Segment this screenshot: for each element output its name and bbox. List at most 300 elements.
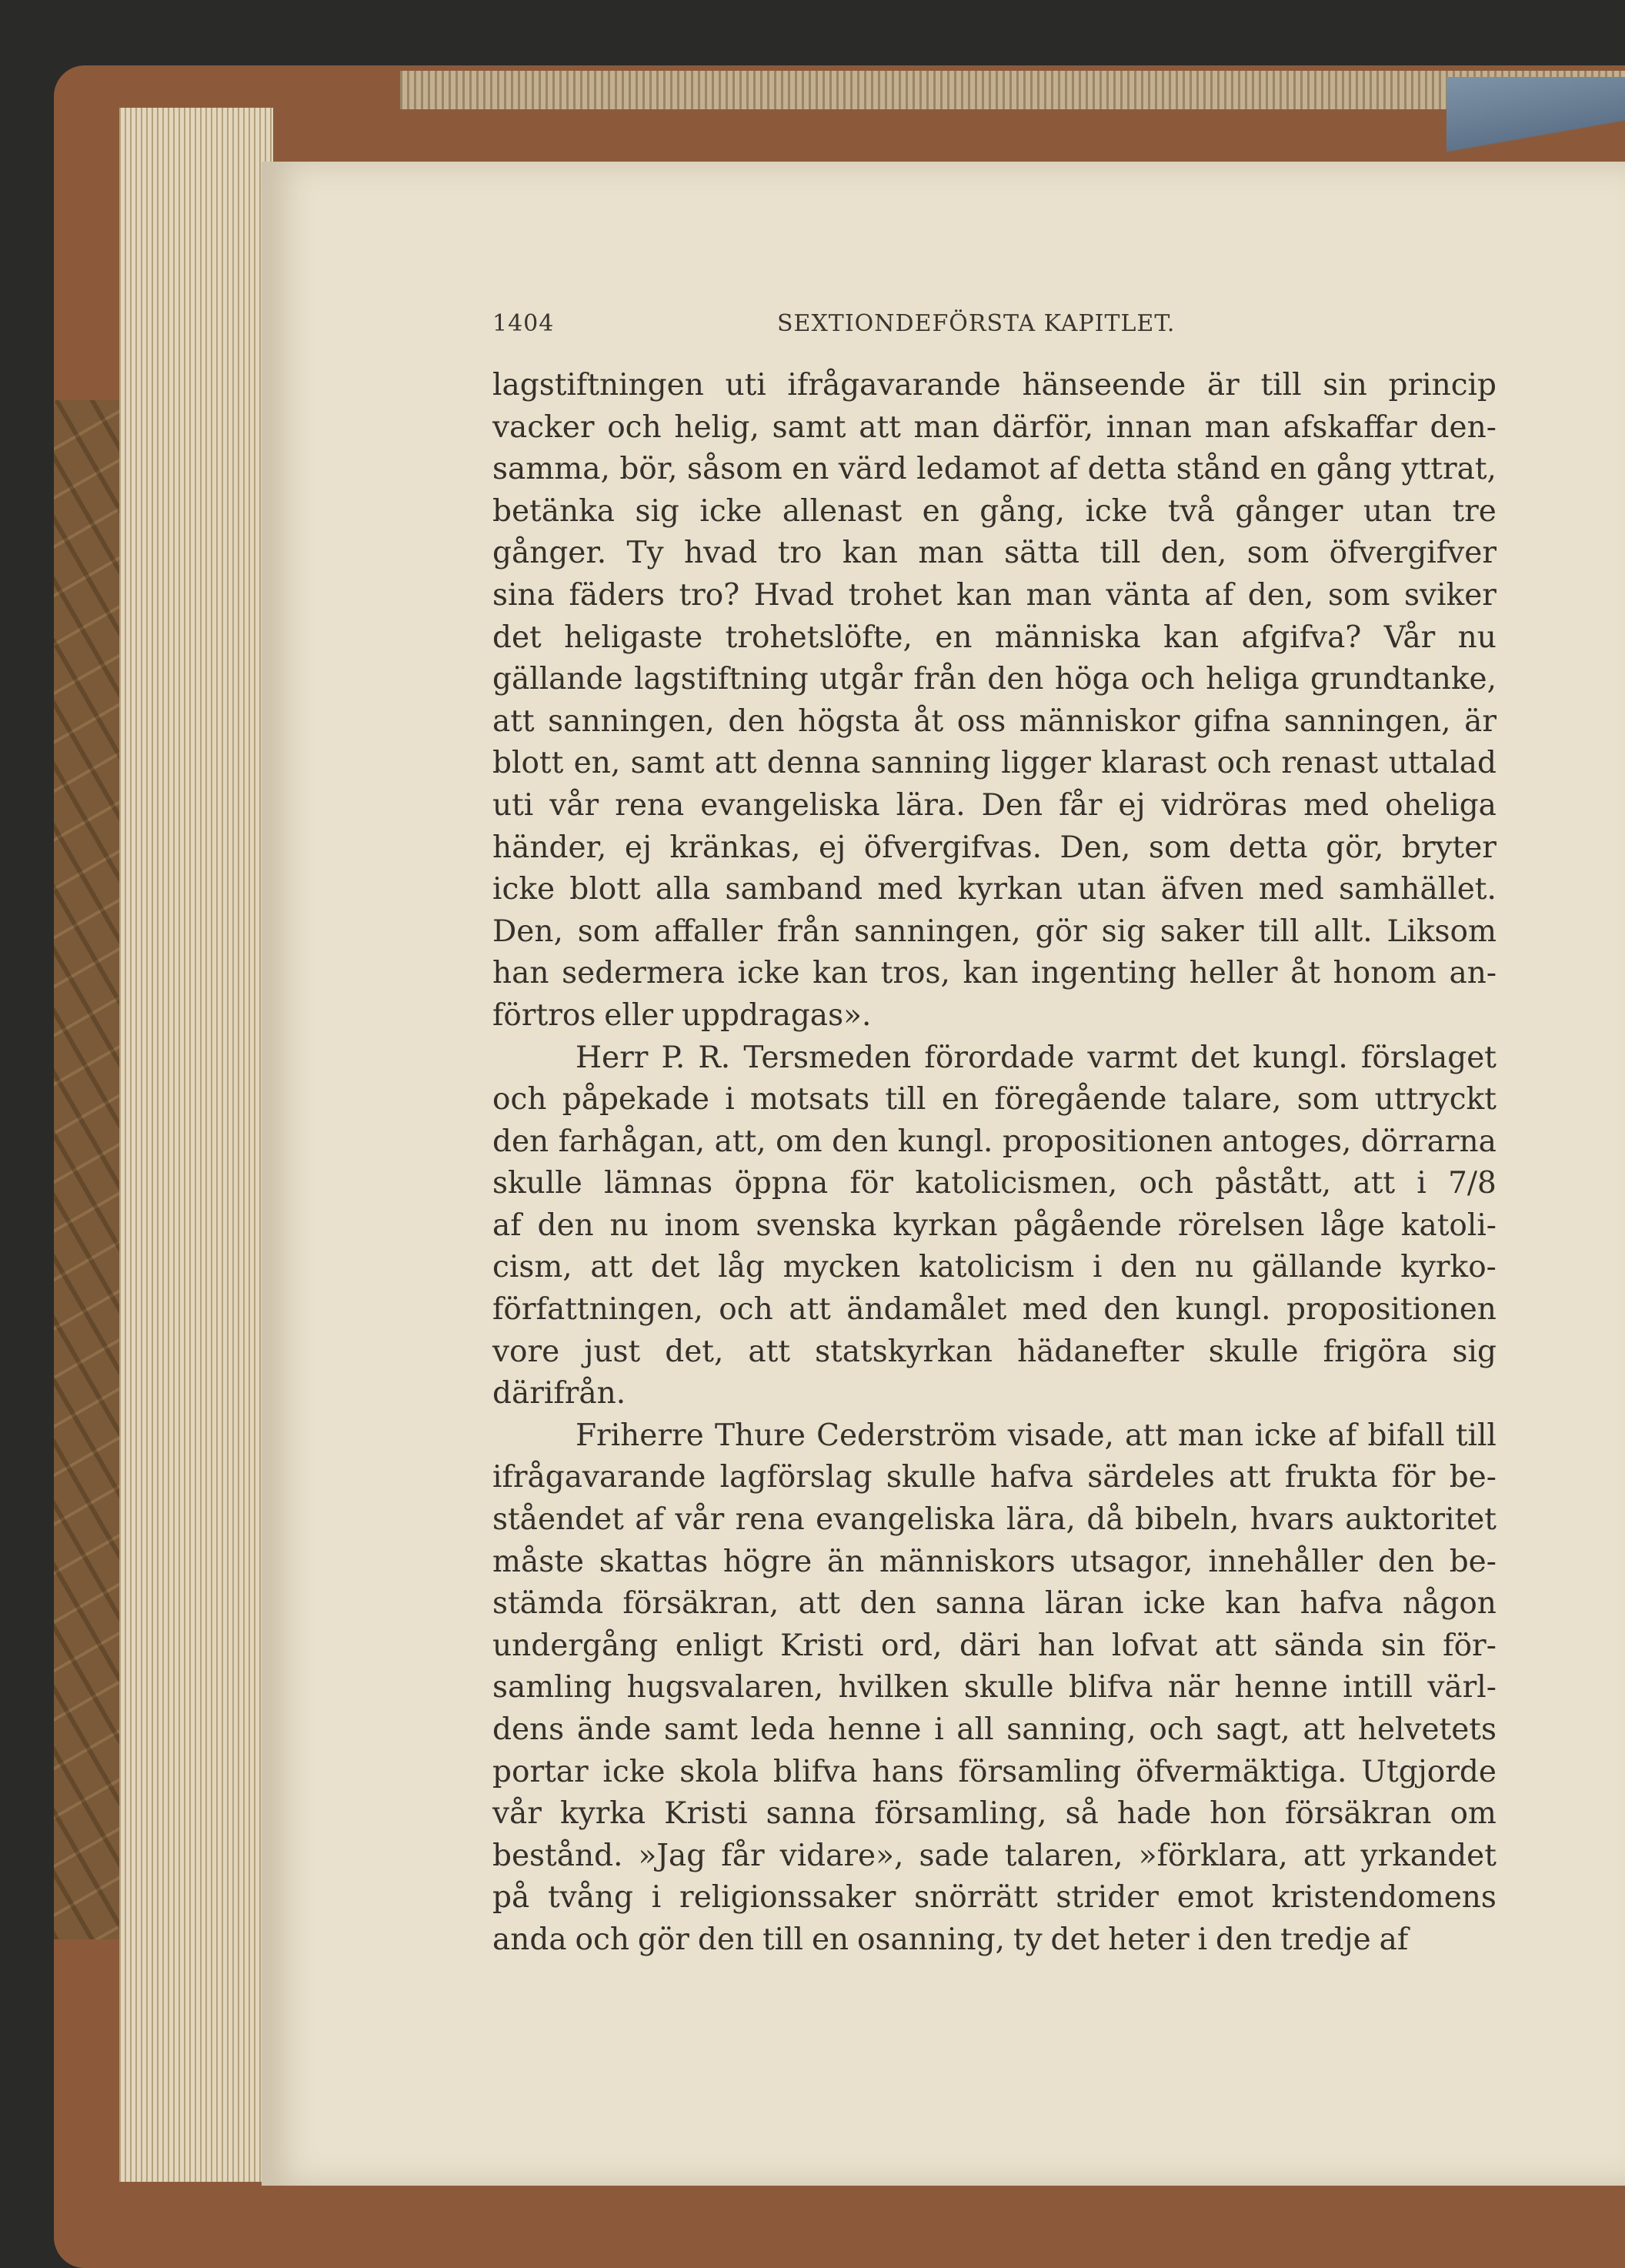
- word: i: [934, 1712, 944, 1747]
- word: frigöra: [1323, 1334, 1428, 1369]
- word: ifrågavarande: [787, 368, 1001, 402]
- word: tvång: [547, 1880, 634, 1916]
- text-line: [492, 1499, 1497, 1542]
- word: nu: [609, 1207, 649, 1243]
- word: en,: [573, 746, 621, 781]
- word: nu: [1195, 1250, 1234, 1285]
- word: betänka: [492, 493, 615, 529]
- word: öfvergifver: [1329, 536, 1497, 571]
- chapter-title: SEXTIONDEFÖRSTA KAPITLET.: [777, 310, 1176, 337]
- word: gång: [1316, 452, 1393, 487]
- word: och: [719, 1292, 773, 1328]
- word: förordade: [924, 1040, 1075, 1075]
- word: hvad: [683, 536, 758, 571]
- word: den: [492, 1124, 549, 1159]
- word: till: [762, 1922, 804, 1957]
- word: tros,: [880, 956, 950, 991]
- word: af: [1049, 452, 1079, 487]
- word: ej: [1118, 787, 1146, 823]
- word: icke: [492, 872, 556, 907]
- word: om: [1450, 1796, 1497, 1832]
- word: hafva: [1300, 1586, 1383, 1622]
- word: heller: [1189, 956, 1278, 991]
- word: att: [1125, 1418, 1167, 1453]
- word: församling: [958, 1754, 1122, 1789]
- word: kan: [1163, 620, 1220, 655]
- word: gånger: [1235, 493, 1343, 529]
- word: sanningen,: [854, 914, 1021, 949]
- word: att: [789, 1292, 831, 1328]
- word: detta: [1228, 830, 1308, 865]
- text-line: [492, 1415, 1497, 1458]
- word: sig: [1452, 1334, 1497, 1369]
- word: uti: [492, 787, 534, 823]
- word: för: [849, 1166, 894, 1201]
- word: det: [1050, 1922, 1100, 1957]
- word: hafva: [989, 1460, 1073, 1495]
- word: trohet: [848, 577, 943, 613]
- word: kan: [812, 956, 869, 991]
- word: låg: [718, 1250, 765, 1285]
- word: till: [1099, 536, 1141, 571]
- word: någon: [1402, 1586, 1497, 1622]
- word: auktoritet: [1345, 1502, 1497, 1538]
- word: det,: [665, 1334, 724, 1369]
- word: innan: [1106, 409, 1192, 445]
- word: är: [1206, 368, 1240, 402]
- word: lofvat: [1111, 1628, 1198, 1663]
- word: en: [792, 452, 829, 487]
- word: utgår: [819, 662, 903, 697]
- word: skulle: [1208, 1334, 1299, 1369]
- word: afgifva?: [1241, 620, 1362, 655]
- word: evangeliska: [700, 787, 880, 823]
- word: allenast: [782, 493, 903, 529]
- word: vidröras: [1161, 787, 1288, 823]
- word: att: [1353, 1166, 1396, 1201]
- word: uttryckt: [1374, 1082, 1497, 1117]
- text-line: [492, 365, 1497, 407]
- word: »Jag: [638, 1838, 706, 1873]
- word: att: [1303, 1838, 1346, 1873]
- word: katolicism: [918, 1250, 1075, 1285]
- word: vår: [675, 1502, 725, 1538]
- top-page-edges: [400, 71, 1625, 109]
- word: den: [987, 662, 1044, 697]
- word: af: [1204, 577, 1234, 613]
- word: måste: [492, 1544, 584, 1579]
- word: inom: [664, 1207, 740, 1243]
- word: Utgjorde: [1361, 1754, 1497, 1789]
- word: Thure: [714, 1418, 806, 1453]
- word: leda: [750, 1712, 816, 1747]
- word: blott: [569, 872, 641, 907]
- word: Friherre: [576, 1418, 704, 1453]
- word: icke: [737, 956, 800, 991]
- word: samt: [630, 746, 705, 781]
- word: ingenting: [1031, 956, 1177, 991]
- word: trohetslöfte,: [725, 620, 913, 655]
- text-line: [492, 1709, 1497, 1752]
- word: föregående: [994, 1082, 1167, 1117]
- word: högre: [722, 1544, 812, 1579]
- word: i: [725, 1082, 735, 1117]
- word: sagt,: [1216, 1712, 1290, 1747]
- text-line: [492, 1793, 1497, 1835]
- word: religionssaker: [679, 1880, 896, 1916]
- word: Vår: [1383, 620, 1436, 655]
- bookmark-ribbon: [1446, 77, 1625, 169]
- word: i: [1092, 1250, 1103, 1285]
- text-line: [492, 701, 1497, 743]
- word: människa: [994, 620, 1141, 655]
- word: den: [832, 1124, 889, 1159]
- word: henne: [1234, 1670, 1328, 1705]
- word: vår: [549, 787, 599, 823]
- word: sviker: [1404, 577, 1497, 613]
- word: gång,: [979, 493, 1065, 529]
- word: att,: [714, 1124, 766, 1159]
- word: helig,: [674, 409, 759, 445]
- word: sina: [492, 577, 555, 613]
- word: blifva: [772, 1754, 858, 1789]
- text-line: [492, 1205, 1497, 1248]
- word: ej: [819, 830, 846, 865]
- word: uttalad: [1388, 746, 1497, 781]
- word: saker: [1160, 914, 1244, 949]
- word: med: [1258, 872, 1324, 907]
- word: af: [635, 1502, 664, 1538]
- word: Herr: [576, 1040, 649, 1075]
- word: allt.: [1313, 914, 1373, 949]
- word: hädanefter: [1017, 1334, 1184, 1369]
- word: sända: [1273, 1628, 1364, 1663]
- word: den: [1120, 1250, 1177, 1285]
- word: hans: [872, 1754, 944, 1789]
- word: öppna: [734, 1166, 829, 1201]
- word: gifna: [1193, 703, 1271, 739]
- word: katolicismen,: [915, 1166, 1118, 1201]
- word: sig: [635, 493, 679, 529]
- word: Den: [981, 787, 1043, 823]
- word: därifrån.: [492, 1376, 626, 1411]
- word: förtros: [492, 997, 596, 1033]
- word: klarast: [1101, 746, 1207, 781]
- word: helvetets: [1357, 1712, 1497, 1747]
- word: icke: [1143, 1586, 1206, 1622]
- word: bibeln,: [1134, 1502, 1240, 1538]
- word: den,: [1247, 577, 1314, 613]
- word: två: [1167, 493, 1215, 529]
- word: hänseende: [1022, 368, 1186, 402]
- word: som: [1148, 830, 1211, 865]
- word: åt: [913, 703, 944, 739]
- text-line: [492, 659, 1497, 701]
- text-line: [492, 407, 1497, 449]
- word: att: [1229, 1460, 1271, 1495]
- text-line: [492, 1877, 1497, 1919]
- word: skola: [679, 1754, 759, 1789]
- word: propositionen: [1286, 1292, 1497, 1328]
- word: emot: [1176, 1880, 1253, 1916]
- word: 7/8: [1448, 1166, 1497, 1201]
- word: heligaste: [564, 620, 703, 655]
- word: för: [1391, 1460, 1436, 1495]
- word: den,: [1160, 536, 1227, 571]
- word: cism,: [492, 1250, 572, 1285]
- word: till: [1455, 1418, 1497, 1453]
- text-line: [492, 491, 1497, 533]
- word: och: [575, 1922, 629, 1957]
- word: den: [1216, 1922, 1273, 1957]
- word: dens: [492, 1712, 565, 1747]
- word: att: [714, 746, 757, 781]
- word: visade,: [1007, 1418, 1114, 1453]
- word: sig: [1101, 914, 1146, 949]
- word: tredje: [1280, 1922, 1371, 1957]
- word: stämda: [492, 1586, 604, 1622]
- word: på: [492, 1880, 530, 1916]
- word: renast: [1281, 746, 1379, 781]
- word: Kristi: [780, 1628, 864, 1663]
- word: Den,: [1059, 830, 1131, 865]
- word: ligger: [1001, 746, 1091, 781]
- word: sätta: [1004, 536, 1079, 571]
- word: som: [1327, 577, 1390, 613]
- word: i: [651, 1880, 662, 1916]
- word: öfvergifvas.: [863, 830, 1042, 865]
- word: af: [1379, 1922, 1409, 1957]
- word: lära.: [896, 787, 966, 823]
- word: hvilken: [838, 1670, 949, 1705]
- word: församling,: [874, 1796, 1047, 1832]
- word: gällande: [1251, 1250, 1383, 1285]
- word: den: [728, 703, 785, 739]
- word: vore: [492, 1334, 560, 1369]
- word: man: [1177, 1418, 1244, 1453]
- word: han: [1037, 1628, 1095, 1663]
- word: propositionen: [1002, 1124, 1213, 1159]
- word: och: [607, 409, 662, 445]
- text-line: [492, 449, 1497, 491]
- word: författningen,: [492, 1292, 703, 1328]
- word: låge: [1320, 1207, 1386, 1243]
- word: särdeles: [1087, 1460, 1215, 1495]
- word: det: [650, 1250, 700, 1285]
- word: kan: [956, 577, 1012, 613]
- word: Den,: [492, 914, 563, 949]
- text-line: [492, 1457, 1497, 1499]
- word: evangeliska: [816, 1502, 996, 1538]
- word: sade: [919, 1838, 989, 1873]
- word: sanning,: [1006, 1712, 1136, 1747]
- word: uppdragas».: [681, 997, 872, 1033]
- page-edges: [119, 108, 273, 2182]
- word: afskaffar: [1283, 409, 1417, 445]
- word: till: [1260, 368, 1302, 402]
- word: kungl.: [1253, 1040, 1348, 1075]
- word: ifrågavarande: [492, 1460, 706, 1495]
- word: kungl.: [897, 1124, 993, 1159]
- word: honom: [1333, 956, 1436, 991]
- text-line: [492, 1373, 1497, 1415]
- word: Liksom: [1386, 914, 1497, 949]
- word: det: [1190, 1040, 1240, 1075]
- word: dörrarna: [1360, 1124, 1497, 1159]
- word: fäders: [569, 577, 665, 613]
- word: kan: [1225, 1586, 1281, 1622]
- word: heter: [1108, 1922, 1190, 1957]
- word: enligt: [675, 1628, 763, 1663]
- word: vidare»,: [779, 1838, 904, 1873]
- word: en: [935, 620, 973, 655]
- word: lagstiftning: [634, 662, 809, 697]
- word: samling: [492, 1670, 612, 1705]
- word: som: [1296, 1082, 1360, 1117]
- word: oss: [956, 703, 1006, 739]
- word: med: [1022, 1292, 1088, 1328]
- word: an-: [1449, 956, 1497, 991]
- word: bryter: [1401, 830, 1497, 865]
- word: yttrat,: [1401, 452, 1497, 487]
- word: princip: [1388, 368, 1497, 402]
- word: be-: [1449, 1544, 1497, 1579]
- word: snörrätt: [914, 1880, 1038, 1916]
- word: gällande: [492, 662, 623, 697]
- word: utan: [1363, 493, 1432, 529]
- word: innehåller: [1208, 1544, 1363, 1579]
- word: icke: [602, 1754, 666, 1789]
- text-line: [492, 1583, 1497, 1625]
- word: icke: [699, 493, 762, 529]
- word: kungl.: [1175, 1292, 1271, 1328]
- word: sanna: [766, 1796, 856, 1832]
- word: skulle: [886, 1460, 976, 1495]
- word: Ty: [626, 536, 664, 571]
- text-line: [492, 1752, 1497, 1794]
- text-line: [492, 827, 1497, 870]
- word: oheliga: [1385, 787, 1497, 823]
- word: kan: [842, 536, 898, 571]
- word: frukta: [1284, 1460, 1378, 1495]
- word: från: [913, 662, 976, 697]
- word: om: [776, 1124, 823, 1159]
- word: tre: [1452, 493, 1497, 529]
- word: all: [956, 1712, 994, 1747]
- word: be-: [1449, 1460, 1497, 1495]
- word: man: [1026, 577, 1092, 613]
- word: till: [885, 1082, 926, 1117]
- word: det: [492, 620, 542, 655]
- word: samband: [725, 872, 863, 907]
- text-line: [492, 869, 1497, 911]
- word: därför,: [992, 409, 1094, 445]
- text-line: [492, 1542, 1497, 1584]
- word: detta: [1087, 452, 1167, 487]
- word: ty: [1013, 1922, 1043, 1957]
- word: utsagor,: [1070, 1544, 1193, 1579]
- word: ståendet: [492, 1502, 624, 1538]
- word: bifall: [1367, 1418, 1445, 1453]
- word: när: [1168, 1670, 1220, 1705]
- word: ledamot: [916, 452, 1040, 487]
- word: icke: [1085, 493, 1148, 529]
- word: sedermera: [562, 956, 725, 991]
- word: antoges,: [1222, 1124, 1352, 1159]
- word: talaren,: [1004, 1838, 1123, 1873]
- word: motsats: [750, 1082, 870, 1117]
- word: värd: [838, 452, 907, 487]
- word: höga: [1054, 662, 1129, 697]
- word: att: [492, 703, 535, 739]
- word: i: [1416, 1166, 1426, 1201]
- text-line: [492, 1625, 1497, 1668]
- word: påstått,: [1215, 1166, 1332, 1201]
- word: en: [922, 493, 959, 529]
- word: man: [1204, 409, 1270, 445]
- text-line: [492, 1163, 1497, 1205]
- text-line: [492, 1331, 1497, 1374]
- word: stånd: [1176, 452, 1260, 487]
- word: får: [1059, 787, 1103, 823]
- word: kan: [963, 956, 1019, 991]
- word: människors: [879, 1544, 1056, 1579]
- word: den: [859, 1586, 916, 1622]
- word: får: [721, 1838, 765, 1873]
- word: sanningen,: [1283, 703, 1451, 739]
- word: att: [1303, 1712, 1346, 1747]
- word: påpekade: [562, 1082, 709, 1117]
- word: ändamålet: [846, 1292, 1007, 1328]
- word: uti: [725, 368, 766, 402]
- word: yrkandet: [1360, 1838, 1497, 1873]
- word: att: [1214, 1628, 1257, 1663]
- word: gör: [637, 1922, 689, 1957]
- word: lagförslag: [719, 1460, 873, 1495]
- word: mycken: [782, 1250, 901, 1285]
- word: så: [1065, 1796, 1099, 1832]
- word: äfven: [1160, 872, 1244, 907]
- word: pågående: [1013, 1207, 1163, 1243]
- word: icke: [1254, 1418, 1317, 1453]
- word: människor: [1019, 703, 1180, 739]
- word: lämnas: [604, 1166, 713, 1201]
- word: undergång: [492, 1628, 659, 1663]
- word: gör: [1035, 914, 1087, 949]
- word: med: [1303, 787, 1370, 823]
- word: med: [877, 872, 943, 907]
- word: alla: [655, 872, 711, 907]
- word: tro: [777, 536, 823, 571]
- word: rörelsen: [1177, 1207, 1305, 1243]
- word: nu: [1457, 620, 1497, 655]
- word: försäkran,: [622, 1586, 779, 1622]
- word: blott: [492, 746, 564, 781]
- word: kränkas,: [669, 830, 801, 865]
- word: Cederström: [816, 1418, 997, 1453]
- word: däri: [959, 1628, 1021, 1663]
- word: är: [1464, 703, 1497, 739]
- word: den-: [1430, 409, 1497, 445]
- word: kyrka: [559, 1796, 646, 1832]
- word: samt: [772, 409, 846, 445]
- word: svenska: [756, 1207, 877, 1243]
- word: att: [859, 409, 901, 445]
- word: samhället.: [1339, 872, 1497, 907]
- word: portar: [492, 1754, 589, 1789]
- word: och: [1216, 746, 1272, 781]
- text-line: [492, 617, 1497, 660]
